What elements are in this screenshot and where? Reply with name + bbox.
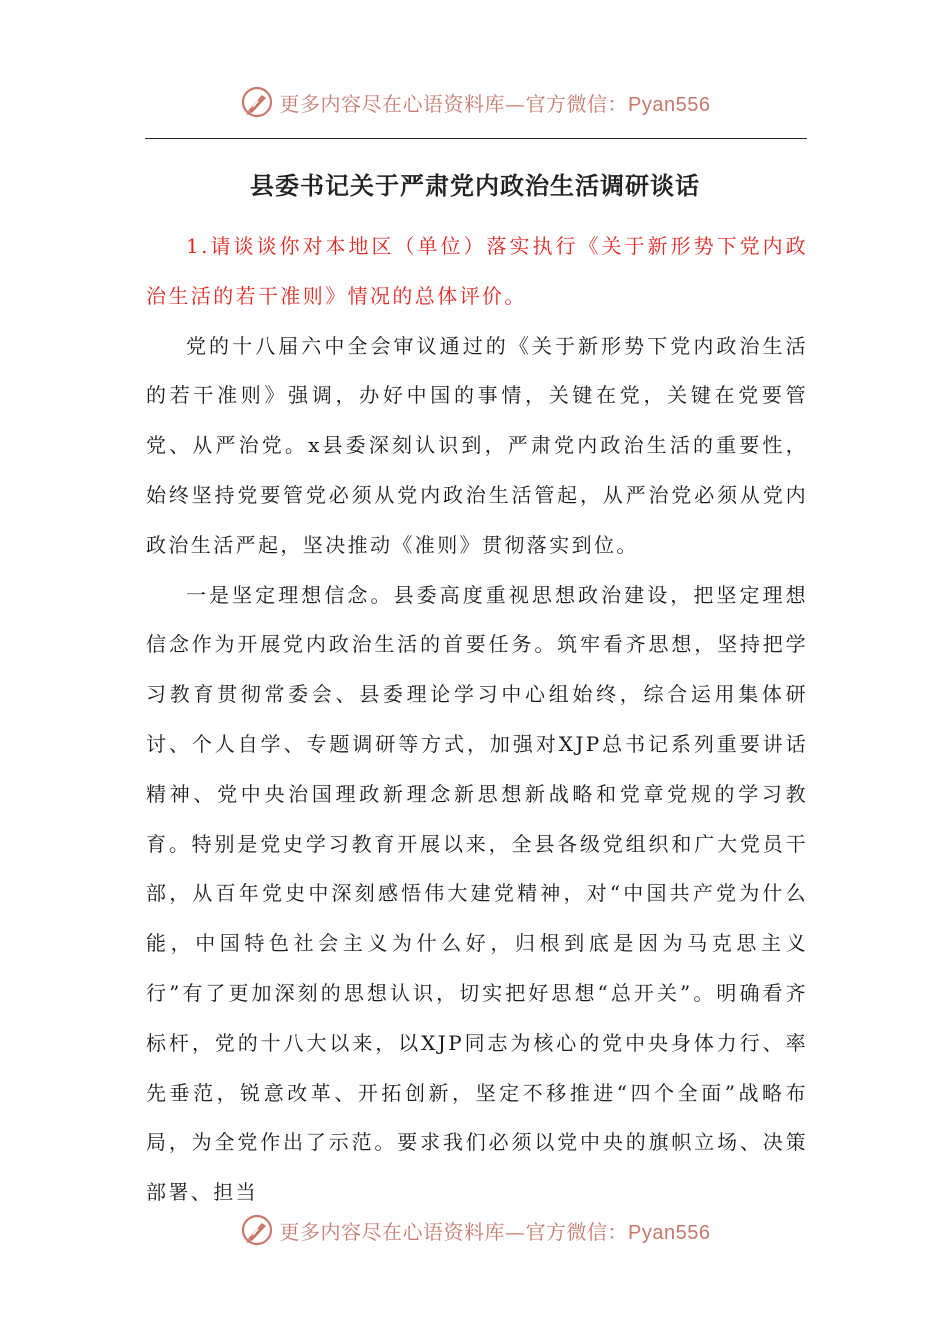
footer-banner bbox=[0, 1210, 950, 1250]
pen-logo-icon bbox=[240, 85, 274, 119]
pen-logo-icon bbox=[240, 1213, 274, 1247]
banner-text: 更多内容尽在心语资料库—官方微信：Pyan556 bbox=[279, 91, 711, 116]
question-paragraph: 1.请谈谈你对本地区（单位）落实执行《关于新形势下党内政治生活的若干准则》情况的总体评价。 bbox=[146, 234, 808, 308]
header-banner bbox=[0, 82, 950, 122]
document-body bbox=[146, 222, 808, 1218]
banner-text: 更多内容尽在心语资料库—官方微信：Pyan556 bbox=[279, 1219, 711, 1244]
body-paragraph: 一是坚定理想信念。县委高度重视思想政治建设，把坚定理想信念作为开展党内政治生活的首要任务。筑牢看齐思想，坚持把学习教育贯彻常委会、县委理论学习中心组始终，综合运用集体研讨、个人自学、专题调研等方式，加强对XJP总书记系列重要讲话精神、党中央治国理政新理念新思想新战略和党章党规的学习教育。特别是党史学习教育开展以来，全县各级党组织和广大党员干部，从百年党史中深刻感悟伟大建党精神，对“中国共产党为什么能，中国特色社会主义为什么好，归根到底是因为马克思主义行”有了更加深刻的思想认识，切实把好思想“总开关”。明确看齐标杆，党的十八大以来，以XJP同志为核心的党中央身体力行、率先垂范，锐意改革、开拓创新，坚定不移推进“四个全面”战略布局，为全党作出了示范。要求我们必须以党中央的旗帜立场、决策部署、担当 bbox=[146, 582, 808, 1205]
document-title: 县委书记关于严肃党内政治生活调研谈话 bbox=[250, 171, 700, 200]
banner-wechat-id: Pyan556 bbox=[628, 1221, 711, 1244]
body-paragraph: 党的十八届六中全会审议通过的《关于新形势下党内政治生活的若干准则》强调，办好中国的事情，关键在党，关键在党要管党、从严治党。x县委深刻认识到，严肃党内政治生活的重要性，始终坚持党要管党必须从党内政治生活管起，从严治党必须从党内政治生活严起，坚决推动《准则》贯彻落实到位。 bbox=[146, 333, 808, 557]
banner-wechat-id: Pyan556 bbox=[628, 93, 711, 116]
header-rule bbox=[145, 138, 807, 139]
